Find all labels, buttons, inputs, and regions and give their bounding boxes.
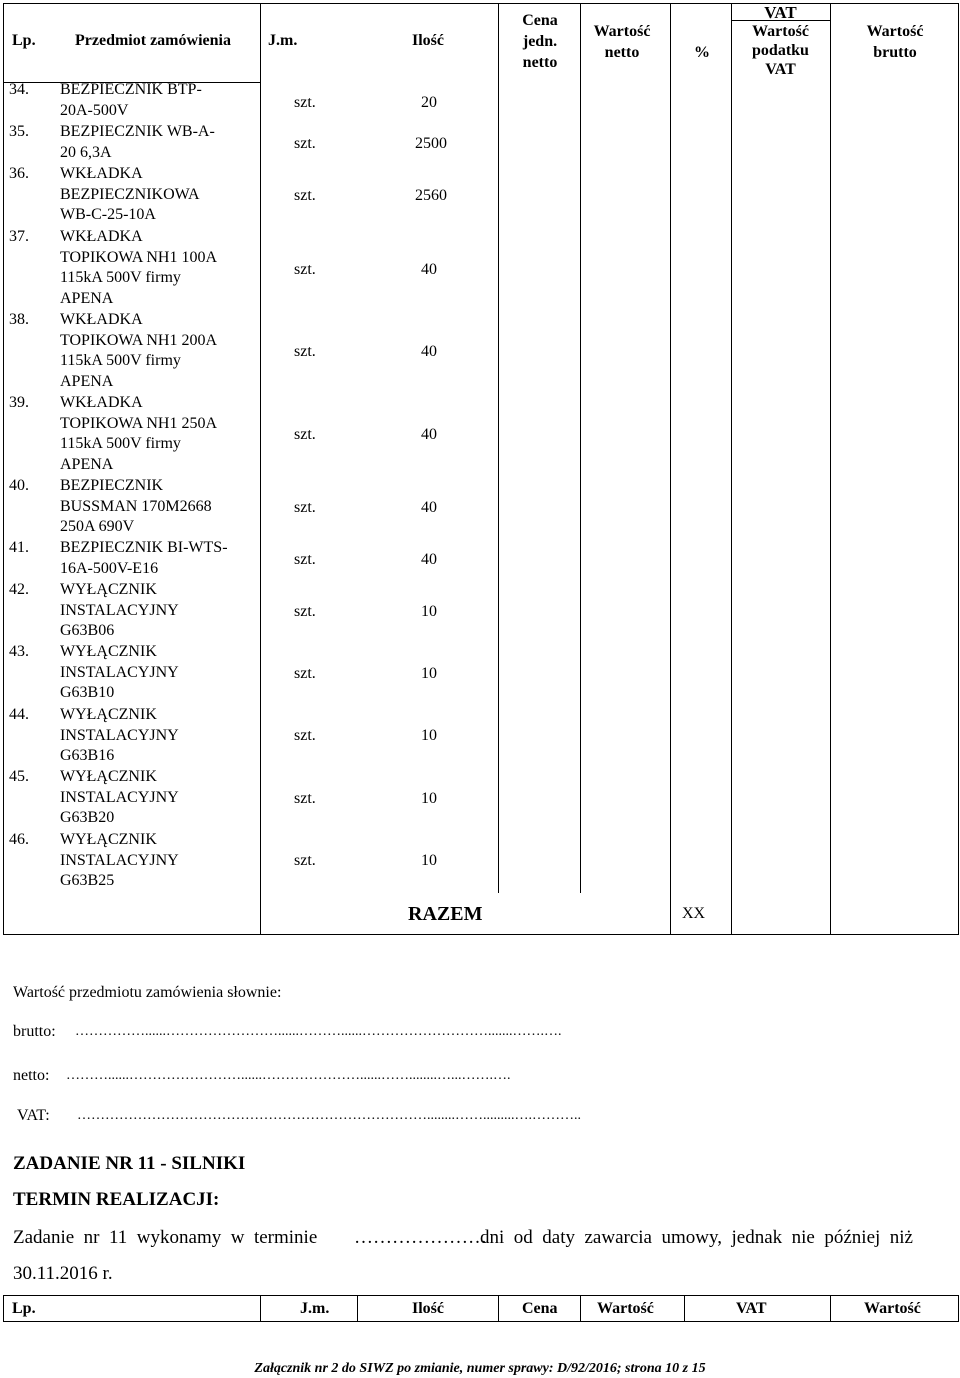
row-qty: 2560	[415, 187, 447, 204]
row-qty: 10	[421, 790, 437, 807]
row-description: WKŁADKA TOPIKOWA NH1 250A 115kA 500V firmy APENA	[60, 394, 218, 473]
row-lp: 35.	[9, 123, 29, 140]
row-description: BEZPIECZNIK WB-A- 20 6,3A	[60, 123, 215, 161]
row-unit: szt.	[294, 499, 316, 516]
row-lp: 46.	[9, 831, 29, 848]
table-bottom-border	[3, 934, 958, 935]
row-unit: szt.	[294, 665, 316, 682]
task-days-field[interactable]: …………………	[354, 1227, 487, 1248]
bottom-header-top	[3, 1295, 958, 1296]
bottom-header-value: Wartość	[597, 1300, 654, 1317]
bottom-col-border	[684, 1295, 685, 1322]
words-vat-field[interactable]: …………………………………………………………………........…….........….………..	[77, 1108, 581, 1123]
row-lp: 43.	[9, 643, 29, 660]
bottom-header-price: Cena	[522, 1300, 558, 1317]
row-description: BEZPIECZNIK BUSSMAN 170M2668 250A 690V	[60, 477, 212, 536]
words-brutto-field[interactable]: ……………......……………………......………......……………………….......…….….	[75, 1024, 562, 1039]
row-description: BEZPIECZNIK BI-WTS- 16A-500V-E16	[60, 539, 228, 577]
words-netto-field[interactable]: ………......……………………......…………………......……........…...…….….	[66, 1068, 511, 1083]
words-brutto-label: brutto:	[13, 1023, 56, 1040]
row-lp: 45.	[9, 768, 29, 785]
bottom-col-border	[357, 1295, 358, 1322]
row-qty: 10	[421, 665, 437, 682]
header-unit-price: Cena jedn. netto	[522, 12, 558, 71]
bottom-col-border	[830, 1295, 831, 1322]
row-qty: 40	[421, 343, 437, 360]
row-unit: szt.	[294, 426, 316, 443]
termin-heading: TERMIN REALIZACJI:	[13, 1189, 220, 1210]
row-description: BEZPIECZNIK BTP- 20A-500V	[60, 81, 202, 119]
header-net-value: Wartość netto	[593, 23, 651, 61]
words-netto-label: netto:	[13, 1067, 50, 1084]
header-percent: %	[694, 44, 710, 61]
task-sentence-end: dni od daty zawarcia umowy, jednak nie później niż	[480, 1227, 913, 1248]
row-lp: 37.	[9, 228, 29, 245]
bottom-header-value2: Wartość	[864, 1300, 921, 1317]
row-unit: szt.	[294, 727, 316, 744]
bottom-header-bottom	[3, 1321, 958, 1322]
row-qty: 40	[421, 499, 437, 516]
row-lp: 36.	[9, 165, 29, 182]
words-vat-label: VAT:	[17, 1107, 50, 1124]
task-sentence-start: Zadanie nr 11 wykonamy w terminie	[13, 1227, 318, 1248]
table-left-border	[3, 3, 4, 935]
row-qty: 40	[421, 551, 437, 568]
row-unit: szt.	[294, 551, 316, 568]
razem-label: RAZEM	[408, 903, 483, 925]
col-divider-price	[580, 3, 581, 893]
bottom-col-border	[580, 1295, 581, 1322]
row-unit: szt.	[294, 790, 316, 807]
row-qty: 20	[421, 94, 437, 111]
row-lp: 44.	[9, 706, 29, 723]
row-unit: szt.	[294, 603, 316, 620]
row-lp: 34.	[9, 81, 29, 98]
row-qty: 10	[421, 727, 437, 744]
row-description: WYŁĄCZNIK INSTALACYJNY G63B10	[60, 643, 179, 702]
bottom-header-vat: VAT	[736, 1300, 767, 1317]
row-description: WKŁADKA TOPIKOWA NH1 200A 115kA 500V firmy APENA	[60, 311, 218, 390]
row-qty: 10	[421, 603, 437, 620]
bottom-header-lp: Lp.	[12, 1300, 36, 1317]
razem-xx: XX	[682, 905, 706, 922]
col-divider-vat	[830, 3, 831, 935]
row-description: WKŁADKA BEZPIECZNIKOWA WB-C-25-10A	[60, 165, 200, 224]
row-lp: 39.	[9, 394, 29, 411]
col-divider-percent	[731, 3, 732, 935]
row-qty: 10	[421, 852, 437, 869]
header-gross-value: Wartość brutto	[866, 23, 924, 61]
row-unit: szt.	[294, 261, 316, 278]
header-unit: J.m.	[268, 32, 298, 49]
header-vat-value: Wartość podatku VAT	[752, 23, 809, 78]
bottom-col-border	[260, 1295, 261, 1322]
task-heading: ZADANIE NR 11 - SILNIKI	[13, 1153, 246, 1174]
row-unit: szt.	[294, 187, 316, 204]
bottom-header-unit: J.m.	[300, 1300, 330, 1317]
task-date: 30.11.2016 r.	[13, 1263, 113, 1284]
bottom-header-qty: Ilość	[412, 1300, 444, 1317]
col-divider-item	[260, 3, 261, 935]
header-qty: Ilość	[412, 32, 444, 49]
row-qty: 40	[421, 261, 437, 278]
row-lp: 40.	[9, 477, 29, 494]
row-qty: 40	[421, 426, 437, 443]
header-item: Przedmiot zamówienia	[75, 32, 231, 49]
header-vat: VAT	[764, 3, 797, 22]
row-lp: 41.	[9, 539, 29, 556]
row-unit: szt.	[294, 852, 316, 869]
page-footer: Załącznik nr 2 do SIWZ po zmianie, numer sprawy: D/92/2016; strona 10 z 15	[254, 1361, 706, 1376]
table-right-border	[958, 3, 959, 935]
col-divider-net	[670, 3, 671, 935]
words-title: Wartość przedmiotu zamówienia słownie:	[13, 984, 282, 1001]
row-description: WYŁĄCZNIK INSTALACYJNY G63B06	[60, 581, 179, 640]
row-lp: 42.	[9, 581, 29, 598]
col-divider-qty	[498, 3, 499, 893]
bottom-col-border	[498, 1295, 499, 1322]
row-description: WYŁĄCZNIK INSTALACYJNY G63B20	[60, 768, 179, 827]
row-unit: szt.	[294, 94, 316, 111]
row-description: WYŁĄCZNIK INSTALACYJNY G63B25	[60, 831, 179, 890]
bottom-col-border	[958, 1295, 959, 1322]
row-description: WKŁADKA TOPIKOWA NH1 100A 115kA 500V firmy APENA	[60, 228, 218, 307]
header-lp: Lp.	[12, 32, 36, 49]
row-lp: 38.	[9, 311, 29, 328]
row-unit: szt.	[294, 343, 316, 360]
row-unit: szt.	[294, 135, 316, 152]
bottom-col-border	[3, 1295, 4, 1322]
row-qty: 2500	[415, 135, 447, 152]
row-description: WYŁĄCZNIK INSTALACYJNY G63B16	[60, 706, 179, 765]
